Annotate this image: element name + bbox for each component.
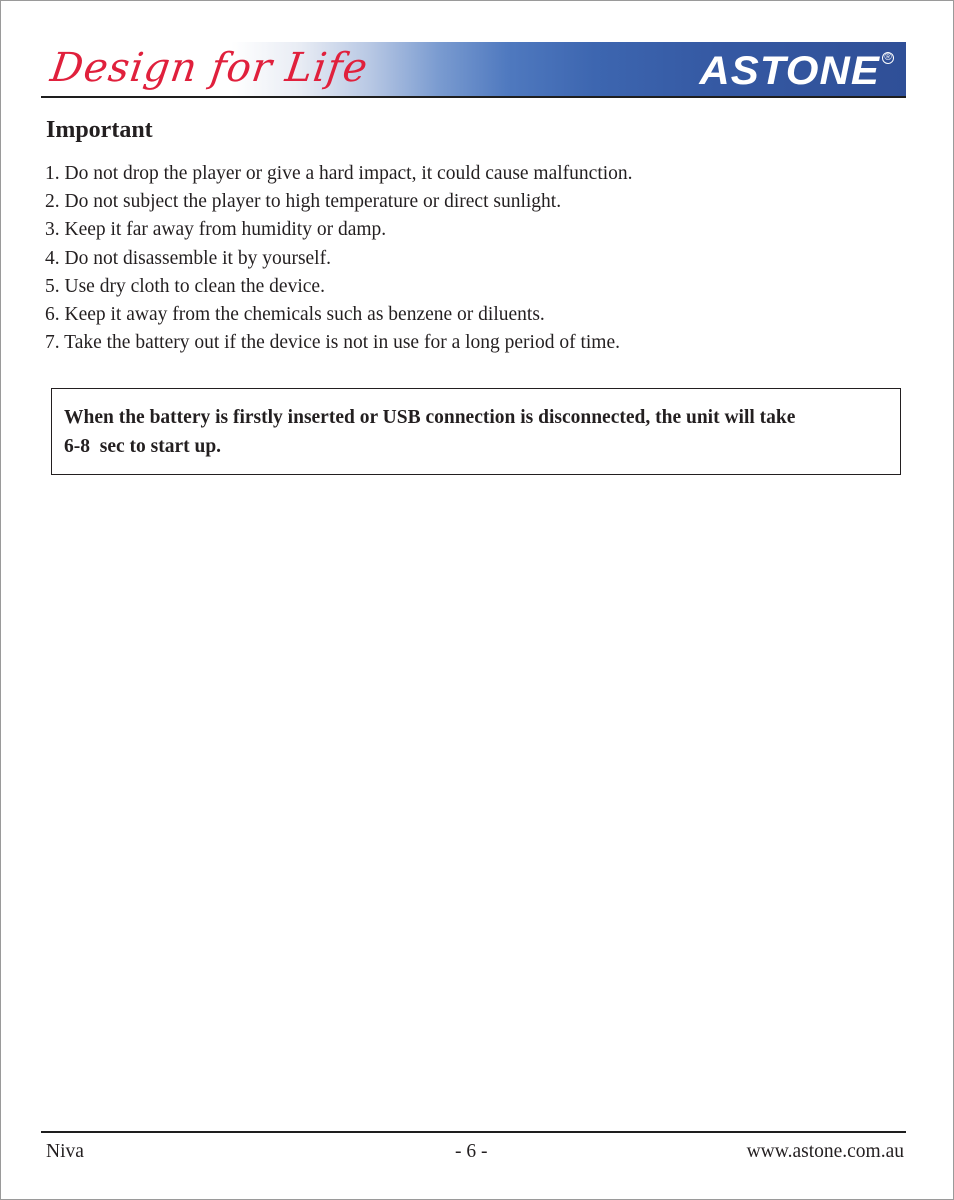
list-item: 6. Keep it away from the chemicals such as benzene or diluents. (45, 304, 545, 326)
list-item: 7. Take the battery out if the device is not in use for a long period of time. (45, 332, 620, 354)
notice-text: When the battery is firstly inserted or USB connection is disconnected, the unit will take 6-8 sec to start up. (64, 407, 796, 457)
list-item: 3. Keep it far away from humidity or damp. (45, 219, 387, 241)
list-item: 5. Use dry cloth to clean the device. (45, 275, 325, 297)
header-banner (41, 42, 906, 98)
footer-divider (41, 1131, 906, 1133)
notice-box (51, 388, 901, 475)
section-heading: Important (46, 117, 153, 143)
registered-mark: ® (882, 52, 894, 64)
footer-website: www.astone.com.au (746, 1141, 904, 1162)
list-item: 4. Do not disassemble it by yourself. (45, 247, 331, 269)
header-divider (41, 96, 906, 98)
list-item: 1. Do not drop the player or give a hard impact, it could cause malfunction. (45, 163, 633, 184)
list-item: 2. Do not subject the player to high temperature or direct sunlight. (45, 191, 562, 213)
logo-wordmark: ASTONE (699, 49, 880, 93)
instruction-list (45, 160, 633, 357)
footer-product-name: Niva (46, 1141, 84, 1162)
tagline: Design for Life (47, 45, 371, 91)
page-number: - 6 - (455, 1141, 488, 1162)
brand-logo (699, 49, 894, 93)
